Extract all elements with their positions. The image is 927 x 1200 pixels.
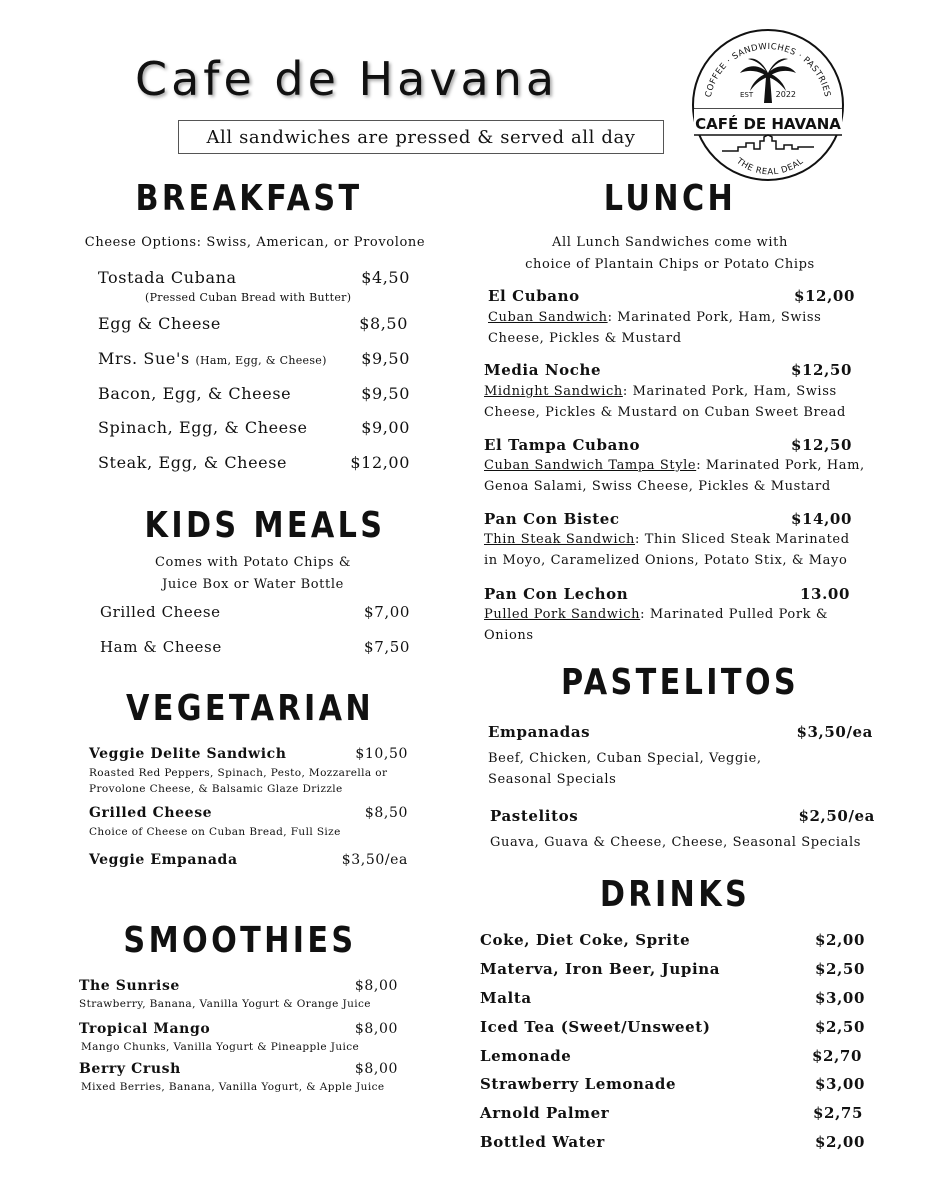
veg-item-price: $10,50 [355, 746, 408, 762]
drink-item-name: Iced Tea (Sweet/Unsweet) [480, 1018, 711, 1036]
pastelitos-item-name: Pastelitos [490, 807, 579, 825]
lunch-note-1: All Lunch Sandwiches come with [552, 235, 788, 250]
veg-item-desc: Roasted Red Peppers, Spinach, Pesto, Mozzarella or [89, 767, 388, 779]
breakfast-item-sub: (Pressed Cuban Bread with Butter) [145, 291, 352, 304]
kids-item-name: Ham & Cheese [100, 638, 222, 656]
cafe-logo [688, 25, 848, 185]
veg-item-desc: Provolone Cheese, & Balsamic Glaze Drizzle [89, 783, 343, 795]
drink-item-price: $3,00 [815, 989, 865, 1007]
logo-est: EST [740, 91, 754, 99]
lunch-heading: LUNCH [603, 178, 737, 219]
breakfast-item-name: Mrs. Sue's [98, 349, 190, 368]
veg-item-price: $8,50 [364, 805, 408, 821]
pastelitos-item-desc [488, 748, 762, 790]
pastelitos-item-price: $3,50/ea [796, 723, 873, 741]
lunch-item-label: Pulled Pork Sandwich [484, 607, 641, 622]
lunch-item-name: Pan Con Bistec [484, 510, 620, 528]
lunch-item-name: El Cubano [488, 287, 580, 305]
breakfast-item-price: $9,50 [361, 384, 410, 403]
breakfast-item-price: $12,00 [350, 453, 410, 472]
logo-year: 2022 [775, 90, 796, 99]
drink-item-price: $2,75 [813, 1104, 863, 1122]
drink-item-price: $3,00 [815, 1075, 865, 1093]
kids-item-price: $7,50 [364, 638, 410, 656]
lunch-item-price: $12,00 [793, 287, 855, 305]
lunch-item-name: El Tampa Cubano [484, 436, 641, 454]
lunch-item-desc [484, 381, 846, 423]
lunch-item-price: 13.00 [800, 585, 850, 603]
smoothie-item-price: $8,00 [354, 1021, 398, 1037]
smoothie-item-desc: Mango Chunks, Vanilla Yogurt & Pineapple Juice [81, 1041, 360, 1053]
lunch-item-desc-text: Onions [484, 628, 534, 643]
drinks-heading: DRINKS [599, 874, 751, 915]
drink-item-price: $2,50 [815, 1018, 865, 1036]
drink-item-price: $2,00 [815, 1133, 865, 1151]
drink-item-price: $2,70 [812, 1047, 862, 1065]
drink-item-name: Coke, Diet Coke, Sprite [480, 931, 691, 949]
lunch-item-desc-text: Genoa Salami, Swiss Cheese, Pickles & Mustard [484, 479, 831, 494]
breakfast-item-name: Spinach, Egg, & Cheese [98, 418, 308, 437]
logo-name: CAFÉ DE HAVANA [695, 115, 841, 133]
lunch-item-name: Pan Con Lechon [484, 585, 629, 603]
page-title: Cafe de Havana [135, 52, 559, 106]
smoothie-item-name: The Sunrise [79, 978, 180, 994]
smoothie-item-name: Tropical Mango [79, 1021, 211, 1037]
lunch-item-desc-text: in Moyo, Caramelized Onions, Potato Stix, & Mayo [484, 553, 848, 568]
lunch-item-desc-text: Cheese, Pickles & Mustard on Cuban Sweet Bread [484, 405, 846, 420]
lunch-item-name: Media Noche [484, 361, 602, 379]
lunch-item-price: $12,50 [790, 436, 852, 454]
kids-note-1: Comes with Potato Chips & [155, 555, 351, 570]
pastelitos-item-desc-text: Seasonal Specials [488, 772, 617, 787]
lunch-item-label: Cuban Sandwich [488, 310, 608, 325]
lunch-item-desc-text: : Marinated Pork, Ham, Swiss [607, 310, 822, 325]
lunch-item-desc-text: : Thin Sliced Steak Marinated [634, 532, 850, 547]
veg-item-name: Veggie Delite Sandwich [89, 746, 287, 762]
logo-bottom-text: THE REAL DEAL [734, 156, 806, 178]
tagline-box: All sandwiches are pressed & served all day [178, 120, 664, 154]
lunch-item-desc [484, 455, 865, 497]
lunch-item-desc-text: : Marinated Pork, Ham, [696, 458, 865, 473]
veg-item-desc: Choice of Cheese on Cuban Bread, Full Size [89, 826, 341, 838]
skyline-icon [722, 135, 814, 151]
lunch-item-price: $12,50 [790, 361, 852, 379]
lunch-item-desc [484, 604, 828, 646]
breakfast-heading: BREAKFAST [135, 178, 363, 219]
kids-note-2: Juice Box or Water Bottle [162, 577, 344, 592]
kids-item-price: $7,00 [364, 603, 410, 621]
smoothie-item-price: $8,00 [354, 978, 398, 994]
pastelitos-item-desc: Guava, Guava & Cheese, Cheese, Seasonal Specials [490, 835, 861, 850]
kids-heading: KIDS MEALS [144, 505, 386, 546]
drink-item-price: $2,00 [815, 931, 865, 949]
lunch-item-desc [488, 307, 821, 349]
breakfast-item-row [98, 349, 327, 368]
breakfast-item-price: $4,50 [361, 268, 410, 287]
breakfast-item-price: $8,50 [359, 314, 408, 333]
lunch-item-label: Cuban Sandwich Tampa Style [484, 458, 697, 473]
breakfast-item-sub: (Ham, Egg, & Cheese) [195, 354, 327, 367]
veg-item-name: Veggie Empanada [89, 852, 238, 868]
breakfast-item-name: Bacon, Egg, & Cheese [98, 384, 292, 403]
breakfast-item-name: Egg & Cheese [98, 314, 221, 333]
breakfast-item-name: Tostada Cubana [98, 268, 237, 287]
lunch-note-2: choice of Plantain Chips or Potato Chips [525, 257, 815, 272]
lunch-item-desc-text: : Marinated Pork, Ham, Swiss [622, 384, 837, 399]
breakfast-item-name: Steak, Egg, & Cheese [98, 453, 288, 472]
veg-item-name: Grilled Cheese [89, 805, 213, 821]
drink-item-name: Strawberry Lemonade [480, 1075, 677, 1093]
drink-item-price: $2,50 [815, 960, 865, 978]
breakfast-item-price: $9,50 [361, 349, 410, 368]
pastelitos-item-price: $2,50/ea [798, 807, 875, 825]
smoothie-item-desc: Mixed Berries, Banana, Vanilla Yogurt, & Apple Juice [81, 1081, 385, 1093]
smoothies-heading: SMOOTHIES [123, 920, 357, 961]
kids-item-name: Grilled Cheese [100, 603, 221, 621]
smoothie-item-desc: Strawberry, Banana, Vanilla Yogurt & Orange Juice [79, 998, 371, 1010]
drink-item-name: Materva, Iron Beer, Jupina [480, 960, 721, 978]
logo-arc-text: COFFEE · SANDWICHES · PASTRIES [703, 41, 833, 99]
lunch-item-desc [484, 529, 850, 571]
pastelitos-item-name: Empanadas [488, 723, 591, 741]
drink-item-name: Arnold Palmer [480, 1104, 610, 1122]
smoothie-item-price: $8,00 [354, 1061, 398, 1077]
breakfast-item-price: $9,00 [361, 418, 410, 437]
lunch-item-label: Thin Steak Sandwich [484, 532, 635, 547]
smoothie-item-name: Berry Crush [79, 1061, 181, 1077]
pastelitos-heading: PASTELITOS [560, 662, 800, 703]
breakfast-note: Cheese Options: Swiss, American, or Provolone [84, 235, 426, 250]
logo-ring [693, 30, 843, 180]
lunch-item-label: Midnight Sandwich [484, 384, 623, 399]
lunch-item-desc-text: : Marinated Pulled Pork & [640, 607, 829, 622]
lunch-item-price: $14,00 [790, 510, 852, 528]
drink-item-name: Malta [480, 989, 532, 1007]
pastelitos-item-desc-text: Beef, Chicken, Cuban Special, Veggie, [488, 751, 762, 766]
drink-item-name: Bottled Water [480, 1133, 605, 1151]
lunch-item-desc-text: Cheese, Pickles & Mustard [488, 331, 682, 346]
drink-item-name: Lemonade [480, 1047, 572, 1065]
vegetarian-heading: VEGETARIAN [125, 688, 375, 729]
veg-item-price: $3,50/ea [341, 852, 408, 868]
